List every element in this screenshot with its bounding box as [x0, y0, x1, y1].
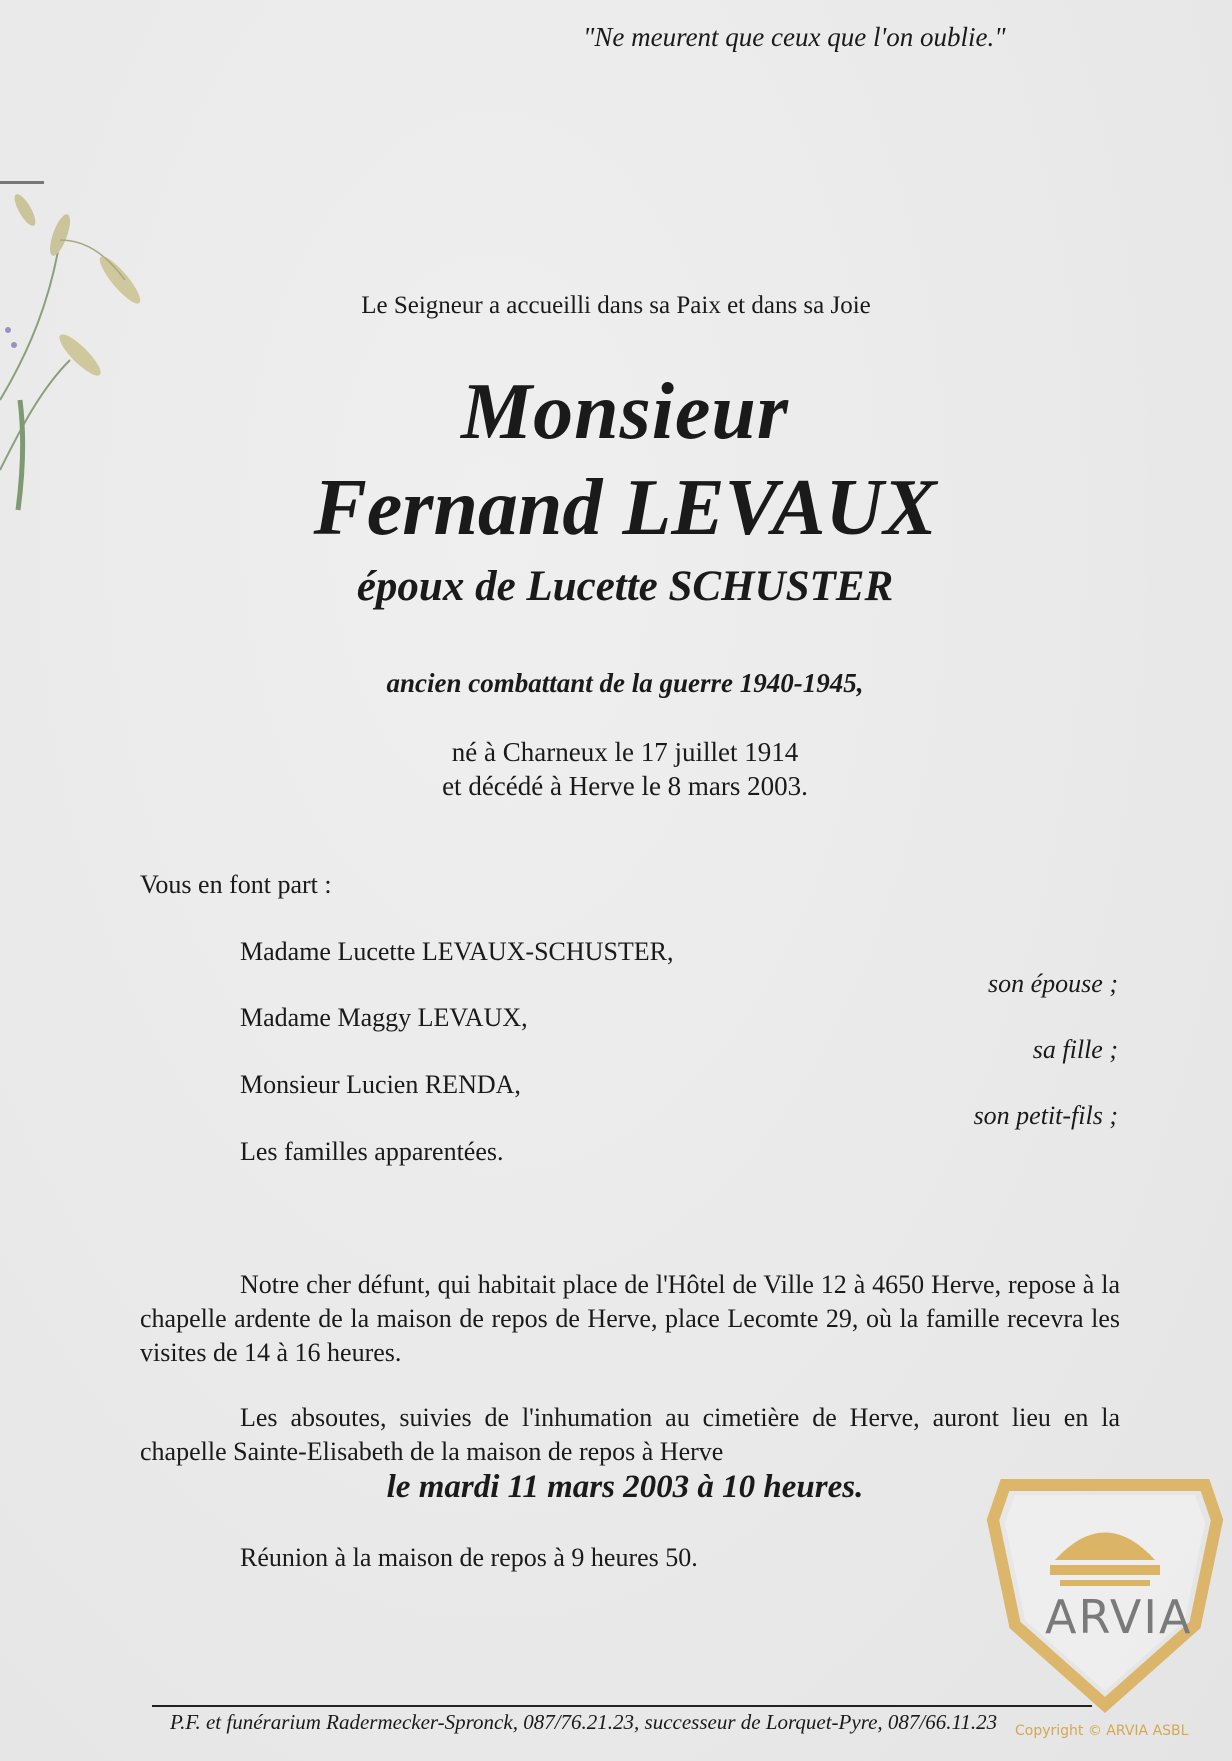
ceremony-date: le mardi 11 mars 2003 à 10 heures.	[386, 1469, 864, 1505]
birth-death-block	[0, 735, 1232, 803]
birth-line: né à Charneux le 17 juillet 1914	[451, 737, 799, 767]
family-member-name: Monsieur Lucien RENDA,	[240, 1070, 521, 1099]
epigraph-quote: "Ne meurent que ceux que l'on oublie."	[583, 22, 1006, 52]
ceremony-paragraph-text: Les absoutes, suivies de l'inhumation au cimetière de Herve, auront lieu en la chapelle Sainte-Elisabeth de la maison de repos à Herve	[140, 1403, 1120, 1466]
family-member-relation: sa fille ;	[1032, 1035, 1118, 1064]
seal-text: ARVIA	[1045, 1590, 1193, 1644]
reunion-line: Réunion à la maison de repos à 9 heures 50.	[240, 1543, 698, 1572]
death-line: et décédé à Herve le 8 mars 2003.	[442, 771, 808, 801]
spouse-line: époux de Lucette SCHUSTER	[356, 563, 894, 610]
honorific-title: Monsieur	[460, 368, 790, 456]
family-member-name: Les familles apparentées.	[240, 1137, 504, 1166]
residence-paragraph	[140, 1268, 1120, 1370]
family-member-name: Madame Lucette LEVAUX-SCHUSTER,	[240, 937, 674, 966]
copyright-watermark: Copyright © ARVIA ASBL	[1015, 1723, 1189, 1739]
residence-paragraph-text: Notre cher défunt, qui habitait place de l'Hôtel de Ville 12 à 4650 Herve, repose à la chapelle ardente de la maison de repos de Herve, place Lecomte 29, où la famille recevra les visites de 14 à 16 heures.	[140, 1270, 1120, 1367]
announce-label: Vous en font part :	[140, 870, 332, 899]
family-member-relation: son épouse ;	[988, 969, 1118, 998]
family-member-name: Madame Maggy LEVAUX,	[240, 1003, 528, 1032]
deceased-name: Fernand LEVAUX	[313, 464, 937, 552]
intro-line: Le Seigneur a accueilli dans sa Paix et dans sa Joie	[361, 292, 871, 319]
family-member-relation: son petit-fils ;	[973, 1101, 1118, 1130]
ceremony-paragraph	[140, 1401, 1120, 1469]
funeral-home-footer: P.F. et funérarium Radermecker-Spronck, 087/76.21.23, successeur de Lorquet-Pyre, 087/66.11.23	[170, 1710, 998, 1734]
veteran-line: ancien combattant de la guerre 1940-1945,	[386, 668, 864, 698]
footer-rule	[152, 1705, 1092, 1707]
